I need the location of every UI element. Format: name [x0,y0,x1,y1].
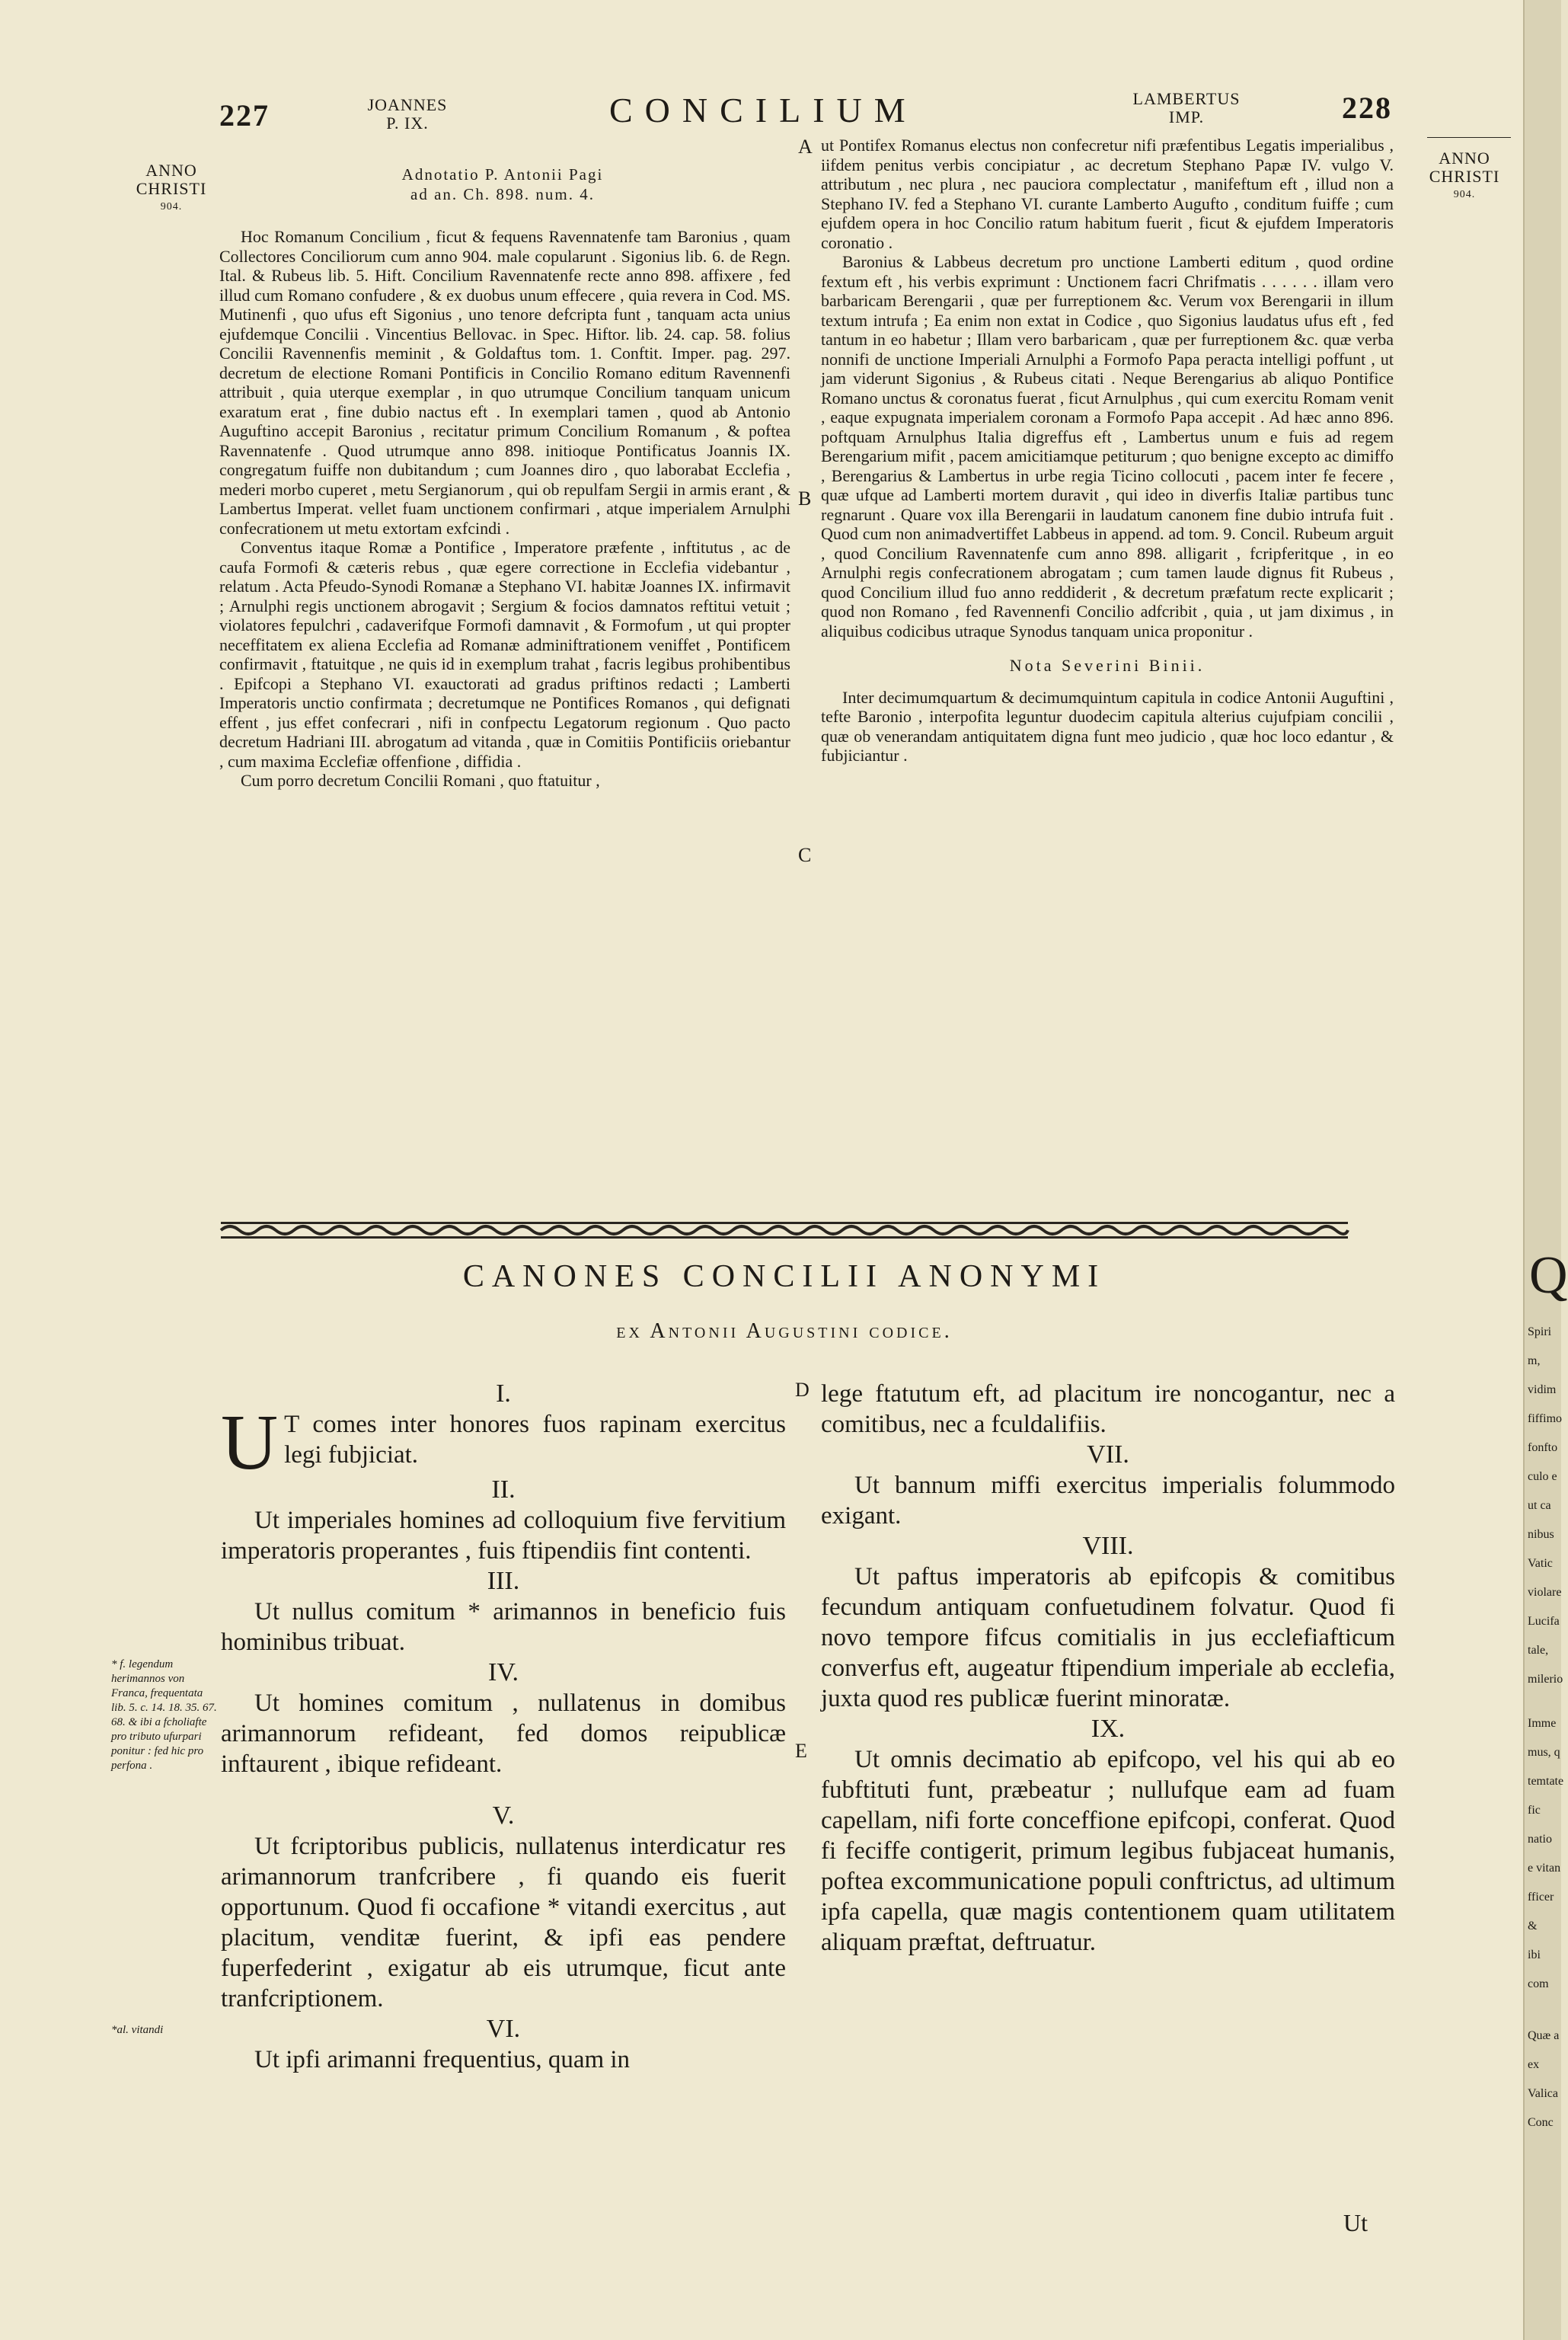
adjacent-page-fragment: m, [1528,1354,1541,1367]
margin-date-right [1415,149,1514,204]
adjacent-page-fragments [1528,1318,1564,2137]
adjacent-page-fragment: milerio [1528,1673,1563,1686]
adjacent-page-fragment: Vatic [1528,1557,1553,1570]
margin-rule [1427,137,1511,138]
adjacent-page-fragment: Quæ a [1528,2029,1560,2042]
adjacent-page-fragment: violare [1528,1586,1562,1599]
canon-9: Ut omnis decimatio ab epifcopo, vel his qui ab eo fubftituti funt, præbeatur ; nullufque eam ad fuam capellam, nifi forte conceffione epifcopi, conferat. Quod fi feciffe contigerit, primum legibus fubjaceat humanis, poftea excommunicatione populi conftrictus, ad ultimum ipfa capella, quæ magis contentionem quam utilitatem aliquam præftat, deftruatur. [821,1746,1395,1956]
canon-1 [221,1399,786,1486]
canones-title: CANONES CONCILII ANONYMI [462,1259,1107,1294]
adnotatio-heading [221,165,784,204]
canon-5: Ut fcriptoribus publicis, nullatenus interdicatur res arimannorum tranfcribere , fi quando eis fuerit opportunum. Quod fi occafione * vitandi exercitus , aut placitum, venditæ fuerint, & ipfi eas pendere fuperfederint , exigatur ab eis utrumque, ficut ante tranfcriptionem. [221,1833,786,2012]
adjacent-page-fragment: ibi com [1528,1948,1549,1990]
drop-cap: U [221,1399,279,1486]
canon-6: Ut ipfi arimanni frequentius, quam in [254,2046,631,2073]
adjacent-page-fragment: Lucifa [1528,1615,1560,1628]
adjacent-page-fragment: fiffimo [1528,1412,1563,1425]
marginal-note: * f. legendum herimannos von Franca, frequentata lib. 5. c. 14. 18. 35. 67. 68. & ibi a fcholiafte pro tributo ufurpari ponitur : fed hic pro perfona . [111,1658,217,1772]
adnotatio-heading-line2: ad an. Ch. 898. num. 4. [410,185,595,203]
paragraph: Hoc Romanum Concilium , ficut & fequens Ravennatenfe tam Baronius , quam Collectores Conciliorum cum anno 904. male copularunt . Sigonius lib. 6. de Regn. Ital. & Rubeus lib. 5. Hift. Concilium Ravennatenfe recte anno 898. affixere , fed illud cum Romano confudere , & ex duobus unum effecere , quia revera in Cod. MS. Mutinenfi , quo ufus eft Sigonius , uno tenore defcripta funt , tanquam acta unius ejufdemque Concilii . Vincentius Bellovac. in Spec. Hiftor. lib. 24. cap. 58. folius Concilii Ravennenfis meminit , & Goldaftus tom. 1. Conftit. Imper. pag. 297. decretum de electione Romani Pontificis in Concilio Romano editum Ravennenfi attribuit , quia uterque exemplar , in quo utrumque Concilium tanquam unicum exaratum erat , fine dubio nactus eft . In exemplari tamen , quod ab Antonio Auguftino accepit Baronius , recitatur primum Concilium Romanum , & poftea Ravennatenfe . Quod utrumque anno 898. initioque Pontificatus Joannis IX. congregatum fuiffe non dubitandum ; cum Joannes diro , quo laborabat Ecclefia , mederi morbo cuperet , metu Sergianorum , qui ob repulfam Sergii in armis erant , & Lambertus Imperat. vellet fuam unctionem confirmari , atque imperialem Arnulphi confecrationem ut metu extortam exfcindi . [219,227,790,538]
margin-year: 904. [1453,189,1476,200]
adjacent-page-fragment: ut ca [1528,1499,1551,1512]
adjacent-page-fragment: Spiri [1528,1325,1552,1338]
nota-text: Inter decimumquartum & decimumquintum capitula in codice Antonii Auguftini , tefte Baronio , interpofita leguntur duodecim capitula alterius cujufpiam concilii , quæ ob venerandam antiquitatem digna funt meo judicio , quæ hoc loco edantur , & fubjiciantur . [821,687,1394,765]
adjacent-page-fragment: e vitan [1528,1862,1561,1875]
canon-number: I. [496,1379,511,1408]
section-letter: E [795,1740,807,1762]
canon-number: VII. [1087,1440,1129,1469]
canon-7: Ut bannum miffi exercitus imperialis folummodo exigant. [821,1472,1395,1530]
canon-3: Ut nullus comitum * arimannos in beneficio fuis hominibus tribuat. [221,1598,786,1656]
canon-number: IX. [1091,1715,1126,1743]
canon-number: IV. [488,1658,519,1686]
margin-anno: ANNO [1439,149,1490,168]
canon-1-text: T comes inter honores fuos rapinam exercitus legi fubjiciat. [284,1411,786,1469]
nota-heading: Nota Severini Binii. [1009,656,1206,675]
section-letter: C [798,844,812,866]
canones-left-column [221,1379,786,2075]
running-head-right-title: IMP. [1168,107,1205,126]
canones-right-column [821,1379,1395,1958]
margin-christi: CHRISTI [1429,167,1500,186]
left-column-text [219,227,790,791]
canon-8: Ut paftus imperatoris ab epifcopis & comitibus fecundum antiquam confuetudinem folvatur. Quod fi novo tempore fifcus comitialis in jus ecclefiafticum converfus eft, augeatur ftipendium imperiale ab ecclefia, juxta quod res publicæ fuerint minoratæ. [821,1563,1395,1712]
right-column-text [821,136,1394,766]
paragraph: Cum porro decretum Concilii Romani , quo ftatuitur , [241,771,600,790]
canon-2: Ut imperiales homines ad colloquium five fervitium imperatoris properantes , fuis ftipendiis fint contenti. [221,1507,786,1565]
running-title: CONCILIUM [609,91,918,129]
running-head-left [350,96,465,133]
margin-anno: ANNO [145,161,197,180]
paragraph: Conventus itaque Romæ a Pontifice , Imperatore præfente , inftitutus , ac de caufa Formofi & cæteris rebus , quæ egere correctione in Ecclefia videbantur , relatum . Acta Pfeudo-Synodi Romanæ a Stephano VI. habitæ Joannes IX. infirmavit ; Arnulphi regis unctionem abrogavit ; Sergium & focios damnatos reftitui vetuit ; violatores fepulchri , cadaverifque Formofi damnavit , & Formofum , ut qui propter neceffitatem ex aliena Ecclefia ad Romanæ adminiftrationem veniffet , Pontificem confirmavit , ftatuitque , ne quis id in exemplum trahat , facris legibus prohibentibus . Epifcopi a Stephano VI. exauctorati ad gradus priftinos redacti ; Lamberti Imperatoris unctio confirmata ; decretumque ne Pontifices Romanos , qui defignati effent , jus effet confecrari , nifi in confpectu Legatorum regionum . Quo pacto decretum Hadriani III. abrogatum ad vitanda , quæ in Comitiis Pontificiis oriebantur , cum maxima Ecclefiæ offenfione , diffidia . [219,538,790,771]
page-number-left: 227 [219,98,270,133]
adjacent-page-fragment: fic natio [1528,1804,1552,1846]
adjacent-page-fragment: ex Valica [1528,2058,1558,2100]
canon-number: II. [491,1475,516,1504]
canon-number: III. [487,1567,520,1595]
adnotatio-heading-line1: Adnotatio P. Antonii Pagi [401,165,604,184]
adjacent-page-fragment: nibus [1528,1528,1554,1541]
adjacent-page-fragment: vidim [1528,1383,1557,1396]
adjacent-page-fragment: temtate [1528,1775,1564,1788]
paragraph: ut Pontifex Romanus electus non confecretur nifi præfentibus Legatis imperialibus , iifdem penitus verbis concipiatur , ac decretum Stephano Papæ IV. vulgo V. attributum , nec plura , nec pauciora complectatur , manifeftum eft , illud non a Stephano IV. fed a Stephano VI. curante Lamberto Augufto , conditum fuiffe ; cum ejufdem opera in hoc Concilio ratum habitum fuerit , ficut & ejufdem Imperatoris coronatio . [821,136,1394,252]
section-letter: A [798,136,813,158]
canon-6-continued: lege ftatutum eft, ad placitum ire noncogantur, nec a comitibus, nec a fculdalifiis. [821,1380,1395,1438]
running-head-right [1110,90,1263,126]
running-head-left-title: P. IX. [386,113,429,133]
margin-christi: CHRISTI [136,179,207,198]
adjacent-page-fragment: culo e [1528,1470,1557,1483]
adjacent-page-fragment: mus, q [1528,1746,1560,1759]
ornament-band [221,1220,1348,1241]
section-letter: D [795,1379,810,1401]
section-letter: B [798,488,812,510]
canon-number: V. [492,1801,515,1830]
catchword: Ut [1343,2209,1368,2236]
running-head-left-name: JOANNES [367,95,448,114]
margin-year: 904. [160,201,183,213]
adjacent-page-fragment: tale, [1528,1644,1549,1657]
margin-date-left [122,161,221,216]
adjacent-page-fragment: Q [1529,1246,1568,1305]
canon-4: Ut homines comitum , nullatenus in domibus arimannorum refideant, fed domos reipublicæ inftaurent , ibique refideant. [221,1689,786,1778]
adjacent-page-edge [1523,0,1568,2340]
canon-number: VIII. [1082,1532,1134,1560]
running-head-right-name: LAMBERTUS [1132,89,1241,108]
canon-number: VI. [486,2015,521,2043]
marginal-note: *al. vitandi [111,2024,164,2036]
adjacent-page-fragment: Conc [1528,2116,1554,2129]
adjacent-page-fragment: fficer & [1528,1891,1554,1932]
adjacent-page-fragment: Imme [1528,1717,1557,1730]
adjacent-page-fragment: fonfto [1528,1441,1558,1454]
canones-subtitle: ex Antonii Augustini codice. [616,1319,953,1343]
paragraph: Baronius & Labbeus decretum pro unctione Lamberti editum , quod ordine fextum eft , his verbis exprimunt : Unctionem facri Chrifmatis . . . . . . illam vero barbaricam Berengarii , quæ per furreptionem &c. Verum vox Berengarii in illum textum intrufa ; Ea enim non extat in Codice , quo Sigonius laudatus ufus eft , fed tantum in eo habetur ; Illam vero barbaricam , quæ per furreptionem &c. quæ verba nonnifi de unctione Imperiali Arnulphi a Formofo Papa peracta intelligi poffunt , ut jam viderunt Sigonius , & Rubeus citati . Neque Berengarius ab aliquo Pontifice Romano unctus & coronatus fuerat , ficut Arnulphus , qui cum exercitu Romam venit , eaque expugnata imperialem coronam a Formofo Papa accepit . Ad hæc anno 896. poftquam Arnulphus Italia digreffus eft , Lambertus unum e fuis ad regem Berengarium mifit , pacem amicitiamque petiturum ; quo benigne excepto ac dimiffo , Berengarius & Lambertus in urbe regia Ticino collocuti , pacem inter fe fecere , quæ ufque ad Lamberti mortem duravit , qui ideo in diverfis Italiæ partibus tunc regnarunt . Quare vox illa Berengarii in laudatum canonem fine dubio intrufa fuit . Quod cum non animadvertiffet Labbeus in append. ad tom. 9. Concil. Rubeum arguit , quod Concilium Ravennatenfe cum anno 898. alligarit , fcripferitque , in eo Arnulphi regis confecrationem abrogatam ; cum tamen laude dignus fit Rubeus , quod Concilium illud fuo anno reddiderit , & decretum præfatum recte explicarit ; quod non Romano , fed Ravennenfi Concilio adfcribit , quia , ut jam diximus , in aliquibus codicibus utraque Synodus tanquam unica proponitur . [821,252,1394,641]
page-number-right: 228 [1342,91,1392,125]
